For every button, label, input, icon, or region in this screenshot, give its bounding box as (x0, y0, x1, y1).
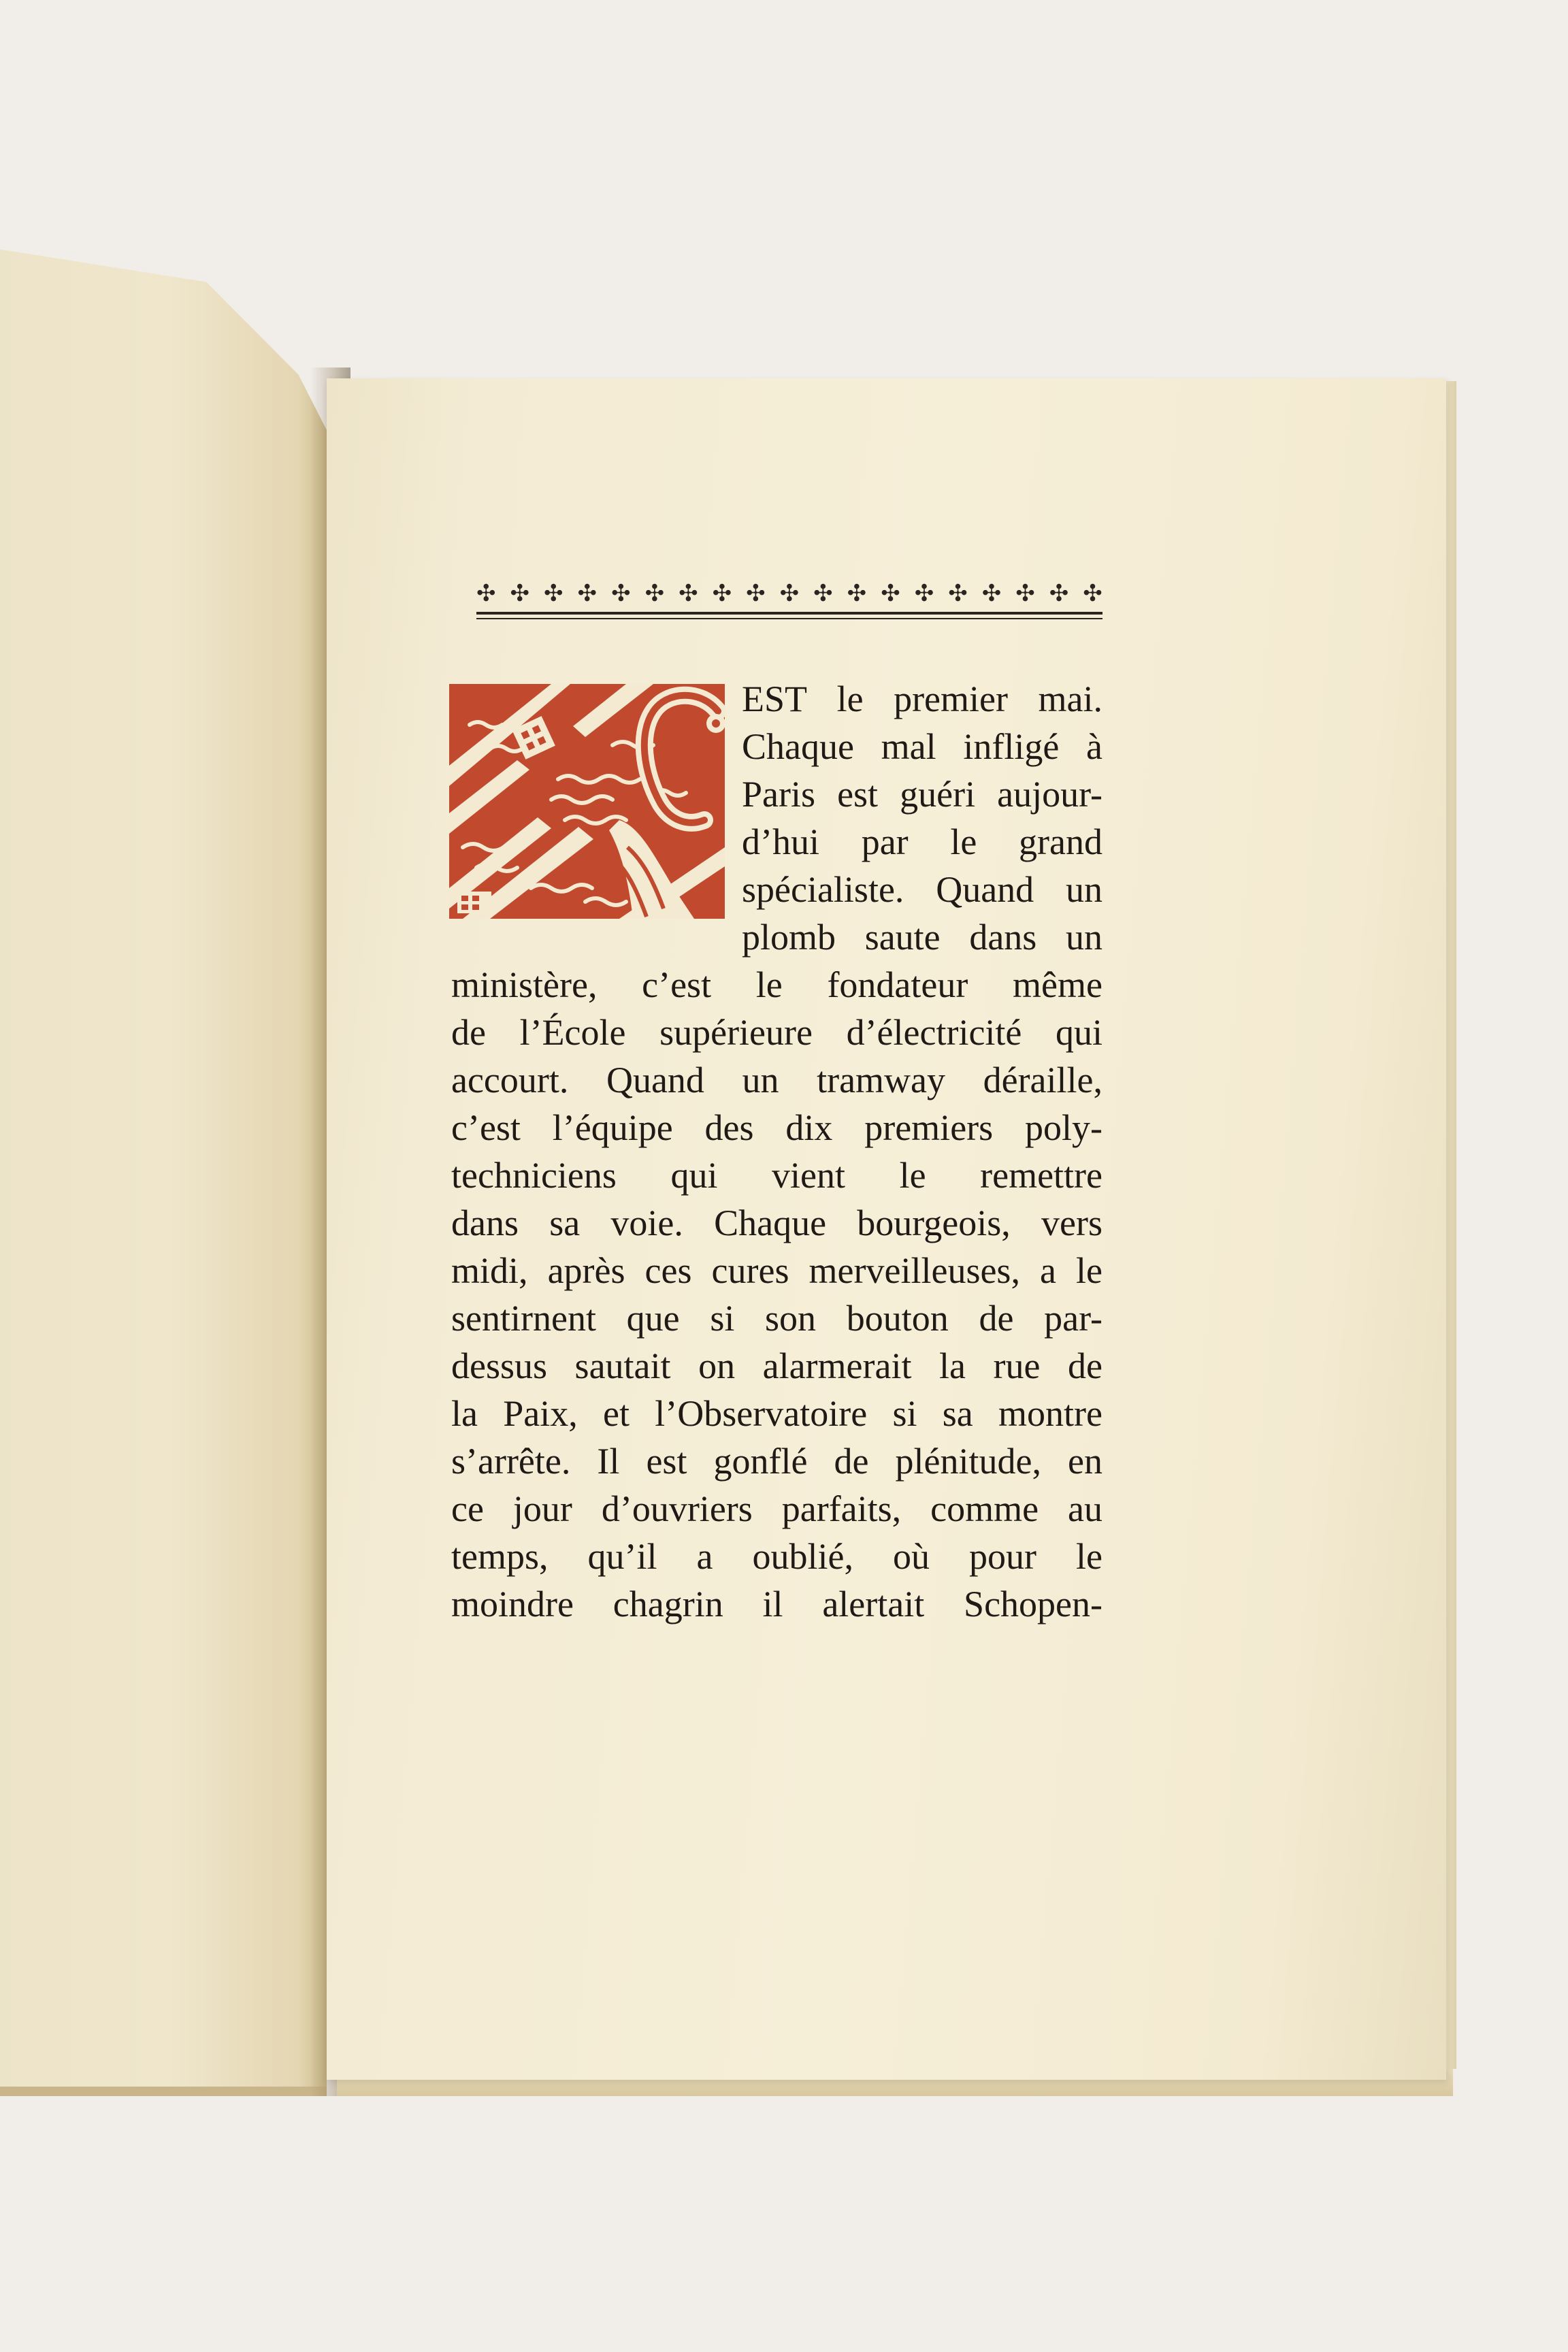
fleuron-glyph: ✣ (476, 580, 496, 607)
text-line: ce jour d’ouvriers parfaits, comme au (451, 1488, 1102, 1529)
text-line: s’arrête. Il est gonflé de plénitude, en (451, 1441, 1102, 1482)
fleuron-glyph: ✣ (544, 580, 564, 607)
text-line: d’hui par le grand (742, 821, 1102, 862)
fleuron-row (476, 582, 1102, 608)
fleuron-glyph: ✣ (1049, 580, 1069, 607)
fleuron-glyph: ✣ (577, 580, 598, 607)
fleuron-ornament-band (476, 582, 1102, 623)
fleuron-glyph: ✣ (847, 580, 867, 607)
fleuron-glyph: ✣ (712, 580, 732, 607)
text-line: sentirnent que si son bouton de par- (451, 1298, 1102, 1339)
fleuron-glyph: ✣ (948, 580, 968, 607)
text-line: Paris est guéri aujour- (742, 774, 1102, 815)
text-line: plomb saute dans un (742, 917, 1102, 958)
text-line: dans sa voie. Chaque bourgeois, vers (451, 1203, 1102, 1243)
fleuron-glyph: ✣ (779, 580, 800, 607)
woodcut-dropcap-C (449, 684, 725, 919)
ornament-rule-thin (476, 618, 1102, 619)
text-line: moindre chagrin il alertait Schopen- (451, 1584, 1102, 1624)
fleuron-glyph: ✣ (981, 580, 1002, 607)
text-line: Chaque mal infligé à (742, 726, 1102, 767)
text-line: c’est l’équipe des dix premiers poly- (451, 1107, 1102, 1148)
text-line: spécialiste. Quand un (742, 869, 1102, 910)
fleuron-glyph: ✣ (813, 580, 833, 607)
previous-page (0, 245, 327, 2096)
fleuron-glyph: ✣ (1083, 580, 1102, 607)
fleuron-glyph: ✣ (1015, 580, 1035, 607)
fleuron-glyph: ✣ (611, 580, 631, 607)
fleuron-glyph: ✣ (644, 580, 665, 607)
fleuron-glyph: ✣ (914, 580, 934, 607)
text-line: ministère, c’est le fondateur même (451, 964, 1102, 1005)
fleuron-glyph: ✣ (746, 580, 766, 607)
ornament-rule-thick (476, 612, 1102, 615)
text-line: temps, qu’il a oublié, où pour le (451, 1536, 1102, 1577)
text-line: EST le premier mai. (742, 679, 1102, 719)
fleuron-glyph: ✣ (679, 580, 698, 607)
text-line: techniciens qui vient le remettre (451, 1155, 1102, 1196)
text-line: midi, après ces cures merveilleuses, a le (451, 1250, 1102, 1291)
text-line: accourt. Quand un tramway déraille, (451, 1060, 1102, 1100)
fleuron-glyph: ✣ (881, 580, 900, 607)
text-line: de l’École supérieure d’électricité qui (451, 1012, 1102, 1053)
fleuron-glyph: ✣ (510, 580, 530, 607)
text-line: dessus sautait on alarmerait la rue de (451, 1345, 1102, 1386)
text-line: la Paix, et l’Observatoire si sa montre (451, 1393, 1102, 1434)
